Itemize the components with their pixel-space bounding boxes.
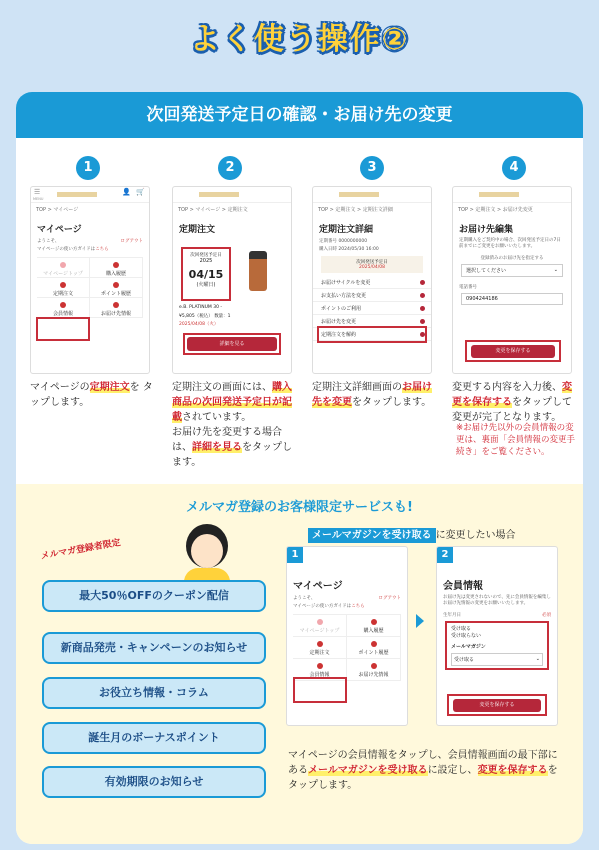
next-delivery: 次回発送予定日 2025/04/08 [321,256,423,273]
breadcrumb: TOP > 定期注文 > 定期注文詳細 [318,207,393,213]
info-text: 定期購入をご契約中の場合、次回発送予定日の7日前までにご変更をお願いいたします。 [459,238,561,249]
menu-row[interactable]: ポイントのご利用 [313,302,431,315]
order-date: 2025/04/08（火） [179,322,219,327]
menu-icon: ☰ [34,188,41,196]
mailmagazine-dropdown[interactable]: 受け取る 受け取らない メールマガジン 受け取る ⌄ [445,621,549,670]
save-button[interactable]: 変更を保存する [471,345,555,358]
tel-label: 電話番号 [459,285,477,290]
breadcrumb: TOP > 定期注文 > お届け先変更 [458,207,533,213]
benefit-item: 新商品発売・キャンペーンのお知らせ [42,632,266,664]
menu-label: MENU [33,197,44,201]
chevron-down-icon: ⌄ [535,656,540,662]
welcome-text: ようこそ、 ログアウト [37,239,143,244]
operation-card [16,92,583,844]
promo-screen2 [436,546,558,726]
step2-screenshot [172,186,292,374]
highlight-frame [465,340,561,362]
step-number: 1 [76,156,100,180]
member-tag: メルマガ登録者限定 [40,538,122,562]
menu-cell[interactable]: お届け先情報 [347,659,401,681]
menu-cell-subscription[interactable]: 定期注文 [37,278,90,298]
order-number: 定期番号 0000000000 [319,239,368,244]
address-select[interactable]: 選択してください ⌄ [461,264,563,277]
highlight-frame [36,317,90,341]
section-title: 次回発送予定日の確認・お届け先の変更 [16,92,583,138]
menu-cell[interactable]: ポイント履歴 [90,278,143,298]
breadcrumb: TOP > マイページ [36,207,79,213]
benefit-item: 最大50％OFFのクーポン配信 [42,580,266,612]
product-price: ¥5,805（税込） 数量：1 [179,314,231,319]
benefit-item: 有効期限のお知らせ [42,766,266,798]
screen-heading: マイページ [37,225,82,235]
step-number: 4 [502,156,526,180]
purchase-date: 購入日時 2024/05/30 16:00 [319,247,379,252]
screen-heading: 定期注文詳細 [319,225,374,235]
menu-cell[interactable]: ポイント履歴 [347,637,401,659]
screen-heading: マイページ [293,581,343,592]
breadcrumb: TOP > マイページ > 定期注文 [178,207,248,213]
benefit-item: お役立ち情報・コラム [42,677,266,709]
screen-heading: お届け先編集 [459,225,514,235]
save-button[interactable]: 変更を保存する [453,699,541,712]
menu-row-change-address[interactable]: お届け先を変更 [313,315,431,328]
highlight-frame [447,694,547,716]
step2-description: 定期注文の画面には、購入商品の次回発送予定日が記載されています。 お届け先を変更する場合は、詳細を見るをタップします。 [172,382,292,468]
birth-label: 生年月日 必須 [443,613,551,618]
detail-button[interactable]: 詳細を見る [187,337,277,351]
menu-row[interactable]: お支払い方法を変更 [313,289,431,302]
menu-cell[interactable]: マイページトップ [293,615,347,637]
guide-text: マイページの使い方ガイドはこちら [293,604,365,609]
screen-heading: 会員情報 [443,581,483,592]
site-header [31,187,149,203]
user-icon: 👤 [122,188,131,196]
menu-cell[interactable]: 定期注文 [293,637,347,659]
menu-cell-member-info[interactable]: 会員情報 [293,659,347,681]
step-number: 2 [437,547,453,563]
arrow-right-icon [416,614,424,628]
selected-option: 受け取る ⌄ [451,653,543,666]
step3-screenshot [312,186,432,374]
logo [57,192,97,197]
step4-note: ※お届け先以外の会員情報の変更は、裏面「会員情報の変更手続き」をご覧ください。 [456,423,576,457]
menu-row[interactable]: 定期注文を解約 [313,328,431,341]
cart-icon: 🛒 [136,188,145,196]
welcome-text: ようこそ、 ログアウト [293,596,401,601]
tel-input[interactable]: 0904244186 [461,293,563,305]
mypage-menu-grid [293,614,401,681]
highlight-frame [317,326,427,343]
menu-cell[interactable]: お届け先情報 [90,298,143,318]
guide-text: マイページの使い方ガイドはこちら [37,247,109,252]
highlight-frame [183,333,281,355]
highlight-frame [293,677,347,703]
promo-screen1 [286,546,408,726]
info-text: お届け先は変更されないので、先に会員情報を編集しお届け先情報の変更をお願いいたします。 [443,595,551,606]
change-heading: メールマガジンを受け取る に変更したい場合 [308,526,516,541]
menu-cell[interactable]: マイページトップ [37,258,90,278]
screen-heading: 定期注文 [179,225,216,235]
next-delivery-box: 次回発送予定日 2025 04/15 (火曜日) [181,247,231,301]
benefit-item: 誕生月のボーナスポイント [42,722,266,754]
select-label: 登録済みのお届け先を指定する [480,256,544,261]
page-title: よく使う操作② [189,22,410,57]
menu-row[interactable]: お届けサイクルを変更 [313,276,431,289]
mypage-menu-grid [37,257,143,318]
step-number: 1 [287,547,303,563]
menu-cell[interactable]: 購入履歴 [347,615,401,637]
product-name: e.B. PLATINUM 30 - [179,305,223,310]
step1-description: マイページの定期注文を タップします。 [30,382,153,408]
promo-description: マイページの会員情報をタップし、会員情報画面の最下部にあるメールマガジンを受け取るに設定し、変更を保存するをタップします。 [288,750,558,791]
menu-cell[interactable]: 購入履歴 [90,258,143,278]
step1-screenshot [30,186,150,374]
newsletter-promo [16,484,583,844]
promo-title: メルマガ登録のお客様限定サービスも! [186,500,413,515]
site-header [173,187,291,203]
step-number: 3 [360,156,384,180]
step-number: 2 [218,156,242,180]
site-header [453,187,571,203]
step4-description: 変更する内容を入力後、変更を保存するをタップして変更が完了となります。 [452,382,572,423]
step4-screenshot [452,186,572,374]
menu-cell[interactable]: 会員情報 [37,298,90,318]
step3-description: 定期注文詳細画面のお届け先を変更をタップします。 [312,382,432,408]
site-header [313,187,431,203]
chevron-down-icon: ⌄ [553,267,558,273]
product-bottle [249,251,267,291]
